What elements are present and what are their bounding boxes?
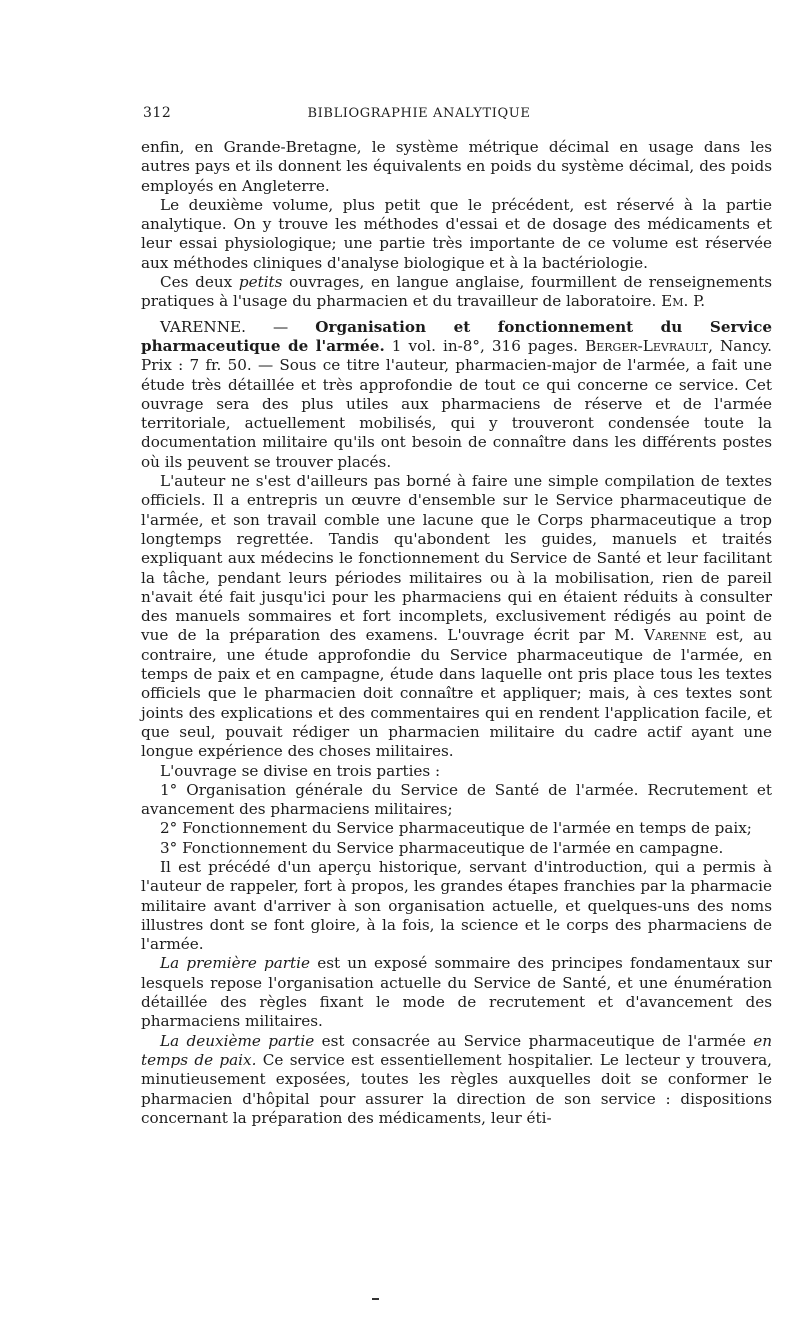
paragraph bbox=[141, 1032, 772, 1128]
text-run: Ces deux bbox=[160, 273, 239, 292]
text-run: est un exposé sommaire des principes fondamentaux sur lesquels repose l'organisation actuelle du Service de Santé, et une énumération détaillée des règles fixant le mode de recrutement et d'avancement des pharmaciens militaires. bbox=[141, 954, 772, 1031]
paragraph bbox=[141, 472, 772, 761]
text-run: ouvrages, en langue anglaise, fourmillent de renseignements pratiques à l'usage du pharmacien et du travailleur de laboratoire. bbox=[141, 273, 772, 311]
review-book-title: Organisation et fonctionnement du Service pharmaceutique de l'armée. bbox=[141, 317, 772, 355]
paragraph bbox=[141, 273, 772, 312]
book-review-entry bbox=[141, 318, 772, 472]
review-author: VARENNE. — bbox=[160, 317, 316, 336]
print-mark bbox=[372, 1298, 379, 1300]
review-publisher: Berger-Levrault bbox=[585, 336, 709, 355]
review-text: , Nancy. Prix : 7 fr. 50. — Sous ce titre l'auteur, pharmacien-major de l'armée, a fait une étude très détaillée et très approfondie de tout ce qui concerne ce service. Cet ouvrage sera des plus utiles aux pharmaciens de réserve et de l'armée territoriale, actuellement mobilisés, qui y trouveront condensée toute la documentation militaire qu'ils ont besoin de connaître dans les différents postes où ils peuvent se trouver placés. bbox=[141, 336, 772, 471]
author-name: Varenne bbox=[644, 626, 707, 645]
italic-text: La deuxième partie bbox=[160, 1031, 315, 1050]
italic-text: La première partie bbox=[160, 954, 310, 973]
paragraph: Le deuxième volume, plus petit que le précédent, est réservé à la partie analytique. On y trouve les méthodes d'essai et de dosage des médicaments et leur essai physiologique; une partie très importante de ce volume est réservée aux méthodes cliniques d'analyse biologique et à la bactériologie. bbox=[141, 195, 772, 272]
italic-text: en temps de paix. bbox=[141, 1031, 772, 1069]
list-item: 1° Organisation générale du Service de Santé de l'armée. Recrutement et avancement des pharmaciens militaires; bbox=[141, 780, 772, 819]
text-run: L'auteur ne s'est d'ailleurs pas borné à faire une simple compilation de textes officiels. Il a entrepris un œuvre d'ensemble sur le Service pharmaceutique de l'armée, et son travail comble une lacune que le Corps pharmaceutique a trop longtemps regrettée. Tandis qu'abondent les guides, manuels et traités expliquant aux médecins le fonctionnement du Service de Santé et leur facilitant la tâche, pendant leurs périodes militaires ou à la mobilisation, rien de pareil n'avait été fait jusqu'ici pour les pharmaciens qui en étaient réduits à consulter des manuels sommaires et fort incomplets, exclusivement rédigés au point de vue de la préparation des examens. L'ouvrage écrit par M. bbox=[141, 472, 772, 645]
review-details: 1 vol. in-8°, 316 pages. bbox=[384, 336, 586, 355]
paragraph: enfin, en Grande-Bretagne, le système métrique décimal en usage dans les autres pays et ils donnent les équivalents en poids du système décimal, des poids employés en Angleterre. bbox=[141, 138, 772, 195]
italic-text: petits bbox=[238, 273, 283, 292]
text-run: est, au contraire, une étude approfondie du Service pharmaceutique de l'armée, en temps de paix et en campagne, étude dans laquelle ont pris place tous les textes officiels que le pharmacien doit connaître et appliquer; mais, à ces textes sont joints des explications et des commentaires qui en rendent l'application facile, et que seul, pouvait rédiger un pharmacien militaire du cadre actif ayant une longue expérience des choses militaires. bbox=[141, 626, 772, 761]
page-number: 312 bbox=[143, 105, 172, 121]
text-run: est consacrée au Service pharmaceutique de l'armée bbox=[314, 1031, 754, 1050]
list-item: 3° Fonctionnement du Service pharmaceutique de l'armée en campagne. bbox=[160, 838, 724, 857]
body-text bbox=[141, 138, 772, 1128]
list-item: 2° Fonctionnement du Service pharmaceutique de l'armée en temps de paix; bbox=[160, 819, 752, 838]
paragraph: L'ouvrage se divise en trois parties : bbox=[160, 761, 441, 780]
text-run: Ce service est essentiellement hospitalier. Le lecteur y trouvera, minutieusement exposées, toutes les règles auxquelles doit se conformer le pharmacien d'hôpital pour assurer la direction de son service : dispositions concernant la préparation des médicaments, leur éti- bbox=[141, 1050, 772, 1127]
paragraph bbox=[141, 954, 772, 1031]
paragraph: Il est précédé d'un aperçu historique, servant d'introduction, qui a permis à l'auteur de rappeler, fort à propos, les grandes étapes franchies par la pharmacie militaire avant d'arriver à son organisation actuelle, et quelques-uns des noms illustres dont se font gloire, à la fois, la science et le corps des pharmaciens de l'armée. bbox=[141, 857, 772, 954]
reviewer-signature: Em. P. bbox=[661, 292, 706, 311]
running-title: BIBLIOGRAPHIE ANALYTIQUE bbox=[307, 106, 531, 121]
